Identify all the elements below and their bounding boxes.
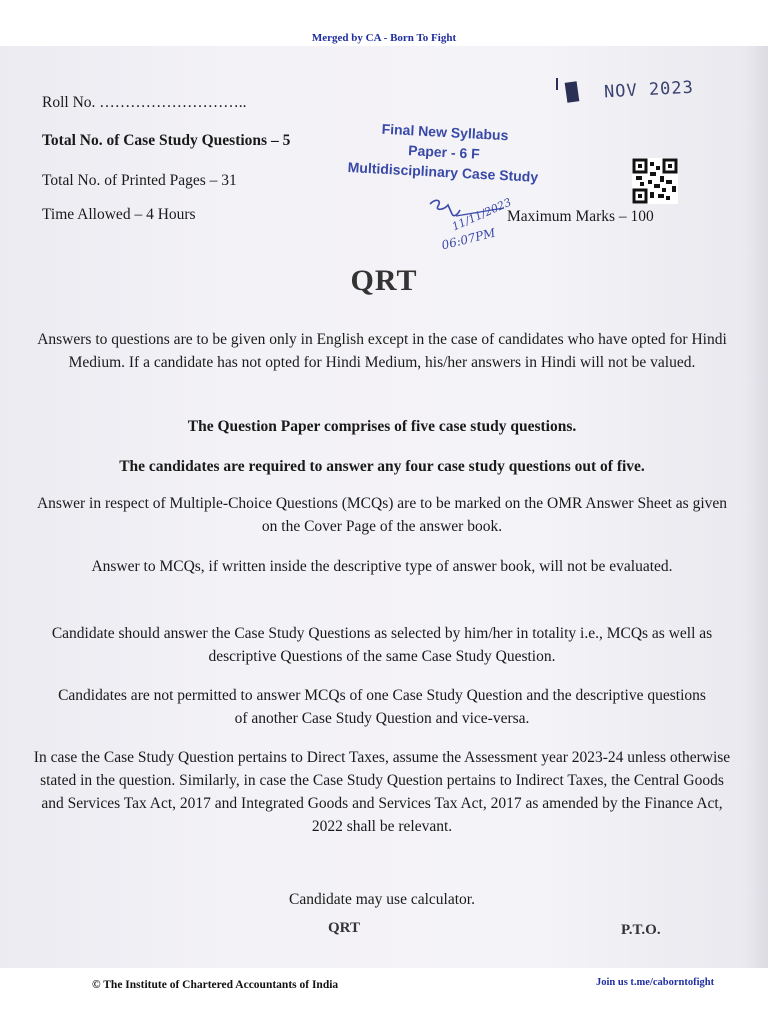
- instruction-omr: Answer in respect of Multiple-Choice Questions (MCQs) are to be marked on the OMR Answer Sheet as given on the Cover Page of the answer book.: [36, 495, 728, 535]
- instruction-assessment-year: In case the Case Study Question pertains to Direct Taxes, assume the Assessment year 2023-24 unless otherwise stated in the question. Similarly, in case the Case Study Question pertains to Indirect Taxes, the Central Goods and Services Tax Act, 2017 and Integrated Goods and Services Tax Act, 2017 as amended by the Finance Act, 2022 shall be relevant.: [33, 749, 731, 835]
- merged-banner: Merged by CA - Born To Fight: [311, 32, 457, 44]
- handwritten-date: 11/11/2023: [450, 195, 514, 234]
- syllabus-line: Paper - 6 F: [407, 142, 481, 162]
- telegram-link[interactable]: Join us t.me/caborntofight: [596, 977, 715, 988]
- footer-paper-code: QRT: [328, 920, 360, 936]
- page-turn-over: P.T.O.: [621, 922, 661, 938]
- instruction-no-mixing: Candidates are not permitted to answer MCQs of one Case Study Question and the descriptive questions of another Case Study Question and vice-versa.: [58, 687, 706, 727]
- instruction-mcq-descriptive: Answer to MCQs, if written inside the descriptive type of answer book, will not be evaluated.: [91, 558, 673, 575]
- instruction-totality: Candidate should answer the Case Study Questions as selected by him/her in totality i.e., MCQs as well as descriptive Questions of the same Case Study Question.: [51, 625, 713, 665]
- printed-pages: Total No. of Printed Pages – 31: [42, 172, 237, 189]
- date-stamp: NOV 2023: [603, 77, 695, 103]
- qr-code-icon: [632, 158, 678, 204]
- stamp-ink-mark: [565, 81, 580, 102]
- instruction-calculator: Candidate may use calculator.: [289, 891, 475, 908]
- instruction-answer-four: The candidates are required to answer any four case study questions out of five.: [119, 458, 645, 475]
- syllabus-line: Final New Syllabus: [381, 120, 509, 144]
- paper-code-title: QRT: [350, 264, 418, 297]
- roll-number-line: Roll No. ………………………..: [42, 94, 247, 111]
- handwritten-time: 06:07PM: [440, 225, 497, 253]
- syllabus-line: Multidisciplinary Case Study: [347, 158, 539, 185]
- maximum-marks: Maximum Marks – 100: [507, 208, 654, 225]
- instruction-language: Answers to questions are to be given only in English except in the case of candidates who have opted for Hindi Medium. If a candidate has not opted for Hindi Medium, his/her answers in Hindi will not be valued.: [37, 331, 727, 371]
- instruction-comprises: The Question Paper comprises of five case study questions.: [187, 418, 577, 435]
- case-study-count: Total No. of Case Study Questions – 5: [42, 132, 291, 149]
- copyright-notice: © The Institute of Chartered Accountants of India: [92, 979, 339, 991]
- time-allowed: Time Allowed – 4 Hours: [42, 206, 196, 223]
- syllabus-stamp: [325, 116, 564, 188]
- stamp-tick-mark: [556, 78, 558, 90]
